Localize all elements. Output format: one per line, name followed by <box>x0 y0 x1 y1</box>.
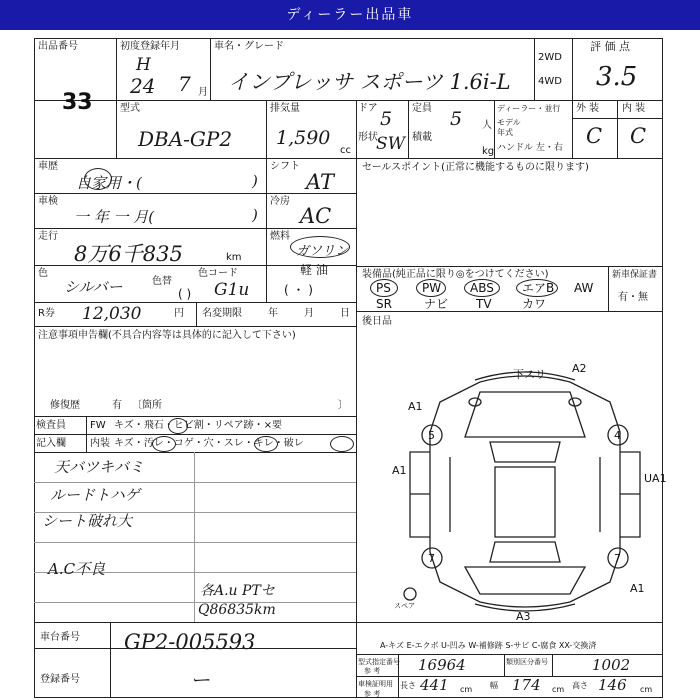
history-circle <box>84 168 112 190</box>
drive-2wd: 2WD <box>538 52 562 63</box>
rule <box>34 602 356 603</box>
year-label: 年式 <box>497 128 513 137</box>
type-cert-value: 16964 <box>418 656 466 674</box>
recycle-unit: 円 <box>174 308 184 319</box>
rule <box>34 542 356 543</box>
equip-aw: AW <box>574 281 594 295</box>
reg-cert-label: 車検証明用 <box>358 680 393 688</box>
rule <box>34 100 663 101</box>
car-diagram <box>380 362 670 622</box>
mark-c7b: 7 <box>614 552 621 565</box>
equip-tv: TV <box>476 297 492 311</box>
height-value: 146 <box>598 676 627 694</box>
repair-label: 修復歴 <box>50 400 80 411</box>
rule <box>572 38 573 158</box>
car-name-value: インプレッサ スポーツ 1.6i-L <box>228 70 511 94</box>
mark-top2: A2 <box>572 362 587 375</box>
first-reg-era: H <box>136 55 151 75</box>
mileage-label: 走行 <box>38 231 58 242</box>
inspector-row1-items: キズ・飛石・ヒビ割・リペア跡・×要 <box>114 420 282 431</box>
post-install-label: 後日品 <box>362 316 392 327</box>
mark-spare: スペア <box>394 602 415 610</box>
repair-value: 有 <box>112 400 122 411</box>
rule <box>34 622 663 623</box>
mark-top: 下スリ <box>513 368 546 381</box>
warranty-value: 有・無 <box>618 292 648 303</box>
inspector-row2-cat: 内装 <box>90 438 110 449</box>
equipment-label: 装備品(純正品に限り◎をつけてください) <box>362 269 549 280</box>
ac-value: AC <box>300 204 332 228</box>
equip-leather: カワ <box>522 297 547 311</box>
rule <box>356 311 663 312</box>
sales-point-label: セールスポイント(正常に機能するものに限ります) <box>362 162 589 173</box>
equip-ps: PS <box>376 281 391 295</box>
rule <box>196 302 197 326</box>
recycle-label: R券 <box>38 308 55 319</box>
rule <box>34 158 663 159</box>
name-change-day: 日 <box>340 308 350 319</box>
repair-close: 〕 <box>338 400 348 411</box>
mark-circle <box>330 436 354 452</box>
rule <box>356 266 663 267</box>
model-label: 型式 <box>120 103 140 114</box>
reg-label: 登録番号 <box>40 674 80 685</box>
equip-abs: ABS <box>470 281 494 295</box>
mark-circle <box>152 436 176 452</box>
recycle-value: 12,030 <box>82 304 142 324</box>
notes-label: 注意事項申告欄(不具合内容等は具体的に記入して下さい) <box>38 330 296 341</box>
lot-label: 出品番号 <box>38 41 78 52</box>
rule <box>534 38 535 100</box>
width-unit: cm <box>552 685 565 694</box>
width-value: 174 <box>512 676 541 694</box>
first-reg-month: 7 <box>178 72 191 96</box>
first-reg-year: 24 <box>130 74 156 98</box>
shape-value: SW <box>376 134 406 154</box>
length-value: 441 <box>420 676 449 694</box>
handle-label: ハンドル 左・右 <box>497 143 563 153</box>
type-cert-label: 型式指定番号 <box>358 658 400 666</box>
history-close: ) <box>252 172 258 190</box>
color-paren: ( ) <box>178 287 192 301</box>
color-label: 色 <box>38 268 48 279</box>
mark-circle <box>254 436 278 452</box>
mileage-value: 8万6千835 <box>74 242 183 266</box>
ref2-label: 参 考 <box>364 690 381 698</box>
shape-label: 形状 <box>358 132 378 143</box>
mark-right: UA1 <box>644 472 667 485</box>
note-line-4: A.C不良 <box>48 560 106 578</box>
first-reg-label: 初度登録年月 <box>120 41 180 52</box>
header-title: ディーラー出品車 <box>286 7 414 23</box>
warranty-label: 新車保証書 <box>612 270 658 280</box>
name-change-label: 名変期限 <box>202 308 242 319</box>
equip-navi: ナビ <box>424 297 449 311</box>
color-change-label: 色替 <box>152 276 172 287</box>
rule <box>266 158 267 302</box>
inspector-label2: 記入欄 <box>36 438 66 449</box>
displacement-unit: cc <box>340 145 351 156</box>
rule <box>34 228 356 229</box>
rule <box>608 266 609 311</box>
name-change-year: 年 <box>268 308 278 319</box>
height-unit: cm <box>640 685 653 694</box>
rule <box>34 416 356 417</box>
rule <box>34 434 356 435</box>
rule <box>34 452 356 453</box>
interior-value: C <box>630 124 647 148</box>
rule <box>356 302 357 698</box>
note-line-1: 天バツキバミ <box>54 458 145 476</box>
capacity-value: 5 <box>450 108 463 130</box>
model-value: DBA-GP2 <box>138 127 233 151</box>
length-unit: cm <box>460 685 473 694</box>
doors-value: 5 <box>380 108 393 130</box>
exterior-label: 外 装 <box>576 103 600 114</box>
rule <box>116 38 117 158</box>
exterior-value: C <box>586 124 603 148</box>
inspector-row1-cat: FW <box>90 420 106 431</box>
equip-circle <box>516 279 558 297</box>
reg-value: ー <box>190 668 210 692</box>
fuel-gasoline: ガソリン <box>296 244 349 259</box>
mark-left1: A1 <box>408 400 423 413</box>
repair-bracket: 〔箇所 <box>132 400 162 411</box>
mark-c4: 4 <box>614 429 621 442</box>
mark-c5: 5 <box>428 429 435 442</box>
mark-left2: A1 <box>392 464 407 477</box>
inspection-text: 一 年 一 月( <box>74 208 155 226</box>
displacement-label: 排気量 <box>270 103 300 114</box>
color-value: シルバー <box>64 278 123 296</box>
mileage-unit: km <box>226 252 242 263</box>
equip-sr: SR <box>376 297 392 311</box>
car-name-label: 車名・グレード <box>214 41 284 52</box>
chassis-value: GP2-005593 <box>124 630 256 654</box>
equip-circle <box>370 279 398 297</box>
equip-pw: PW <box>422 281 442 295</box>
color-code-label: 色コード <box>198 268 238 279</box>
rule <box>552 654 553 676</box>
inspector-label1: 検査員 <box>36 420 66 431</box>
class-label: 類別区分番号 <box>506 658 548 666</box>
capacity-unit: 人 <box>482 120 492 131</box>
ref-label: 参 考 <box>364 667 381 675</box>
chassis-label: 車台番号 <box>40 632 80 643</box>
load-label: 積載 <box>412 132 432 143</box>
rule <box>34 302 356 303</box>
name-change-month: 月 <box>304 308 314 319</box>
rule <box>266 100 267 158</box>
width-label: 幅 <box>490 681 498 690</box>
mark-bottom: A3 <box>516 610 531 622</box>
inspection-label: 車検 <box>38 196 58 207</box>
inspector-row2-items: キズ・汚レ・コゲ・穴・スレ・キレ・破レ <box>114 438 304 449</box>
rule <box>194 452 195 622</box>
rule <box>34 326 356 327</box>
rule <box>34 482 356 483</box>
shift-value: AT <box>306 170 335 194</box>
rule <box>504 654 505 676</box>
shift-label: シフト <box>270 161 300 172</box>
fuel-diesel: 軽 油 <box>300 263 328 277</box>
model-year-label: モデル <box>497 118 521 127</box>
rule <box>210 38 211 100</box>
mark-circle <box>168 418 188 434</box>
score-value: 3.5 <box>596 62 638 92</box>
class-value: 1002 <box>592 656 631 674</box>
legend-text: A-キズ E-エクボ U-凹み W-補修跡 S-サビ C-腐食 XX-交換済 <box>380 641 597 650</box>
rule <box>356 100 357 326</box>
inspection-close: ) <box>252 206 258 224</box>
rule <box>408 100 409 158</box>
length-label: 長さ <box>400 681 416 690</box>
fuel-label: 燃料 <box>270 231 290 242</box>
color-code-value: G1u <box>214 280 250 300</box>
equip-airbag: エアB <box>522 281 555 295</box>
note-line-2: ルードトハゲ <box>50 486 140 504</box>
header-bar <box>0 0 700 30</box>
history-value: 自家用・( <box>76 174 142 192</box>
interior-label: 内 装 <box>622 103 646 114</box>
equip-circle <box>416 279 446 297</box>
body-note-1: 各A.u PTセ <box>200 583 275 599</box>
drive-4wd: 4WD <box>538 76 562 87</box>
body-note-2: Q86835km <box>198 602 276 618</box>
ac-label: 冷房 <box>270 196 290 207</box>
note-line-3: シート破れ大 <box>42 512 133 530</box>
equip-circle <box>464 279 500 297</box>
displacement-value: 1,590 <box>276 127 331 149</box>
fuel-paren: ( ・ ) <box>284 283 313 297</box>
mark-bottom-right: A1 <box>630 582 645 595</box>
fuel-circle <box>290 236 350 258</box>
history-label: 車歴 <box>38 161 58 172</box>
capacity-label: 定員 <box>412 103 432 114</box>
height-label: 高さ <box>572 681 588 690</box>
doors-label: ドア <box>358 103 378 114</box>
dealer-import-label: ディーラー・並行 <box>497 104 561 113</box>
load-unit: kg <box>482 146 495 157</box>
rule <box>494 100 495 158</box>
rule <box>86 416 87 452</box>
rule <box>110 622 111 698</box>
mark-c7a: 7 <box>428 552 435 565</box>
rule <box>617 100 618 158</box>
first-reg-month-unit: 月 <box>198 87 208 98</box>
lot-value: 33 <box>62 90 93 115</box>
score-label: 評 価 点 <box>590 40 630 53</box>
